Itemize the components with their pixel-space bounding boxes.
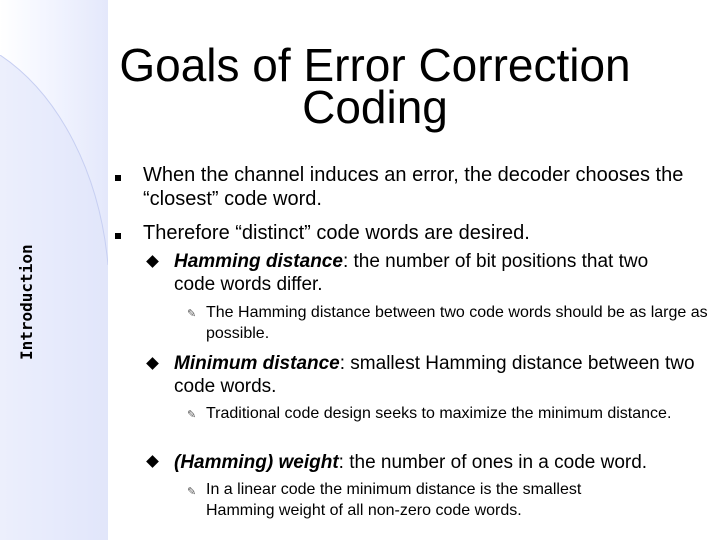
sub-bullet-minimum-distance — [174, 352, 699, 398]
diamond-bullet-icon — [146, 255, 159, 268]
square-bullet-icon — [115, 175, 121, 181]
diamond-bullet-icon — [146, 357, 159, 370]
note-hamming-distance: The Hamming distance between two code words should be as large as possible. — [206, 304, 708, 342]
pen-bullet-icon: ✎ — [187, 408, 197, 421]
slide-title — [60, 39, 690, 133]
term-minimum-distance: Minimum distance — [174, 353, 340, 374]
diamond-bullet-icon — [146, 455, 159, 468]
pen-bullet-icon: ✎ — [187, 485, 197, 498]
pen-bullet-icon: ✎ — [187, 307, 197, 320]
definition-minimum-distance: : smallest Hamming distance between two code words. — [174, 353, 695, 397]
sub-bullet-hamming-distance — [174, 250, 694, 296]
term-hamming-distance: Hamming distance — [174, 251, 343, 272]
square-bullet-icon — [115, 233, 121, 239]
definition-hamming-weight: : the number of ones in a code word. — [338, 452, 648, 473]
bullet-closest-codeword: When the channel induces an error, the decoder chooses the “closest” code word. — [143, 164, 684, 210]
note-minimum-distance: Traditional code design seeks to maximize the minimum distance. — [206, 405, 672, 422]
section-label: Introduction — [17, 244, 36, 360]
note-hamming-weight: In a linear code the minimum distance is the smallest Hamming weight of all non-zero code words. — [206, 481, 582, 519]
title-line-1: Goals of Error Correction — [119, 39, 631, 91]
sub-bullet-hamming-weight — [174, 451, 704, 474]
definition-hamming-distance: : the number of bit positions that two code words differ. — [174, 251, 649, 295]
term-hamming-weight: (Hamming) weight — [174, 452, 339, 473]
title-line-2: Coding — [302, 81, 448, 133]
bullet-distinct-codewords: Therefore “distinct” code words are desired. — [143, 222, 530, 244]
